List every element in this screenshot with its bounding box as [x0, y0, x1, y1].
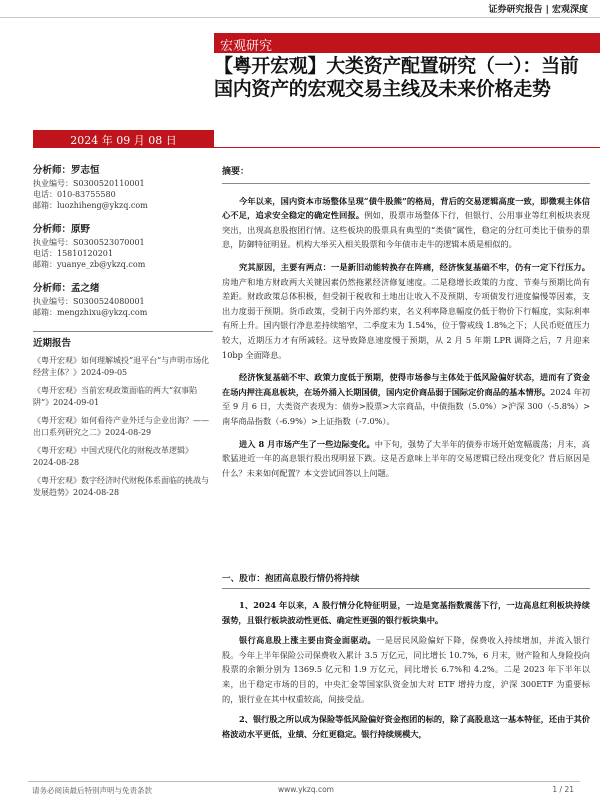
section-heading: 一、股市：抱团高息股行情仍将持续 — [222, 572, 590, 589]
date-divider — [214, 147, 600, 148]
section-body — [222, 598, 590, 747]
analyst-name: 分析师：孟之绪 — [33, 283, 100, 294]
analyst-id: 执业编号：S0300523070001 — [33, 238, 145, 247]
analyst-phone: 电话：010-83755580 — [33, 190, 116, 199]
analyst-card — [33, 283, 213, 318]
recent-report-item[interactable]: 《粤开宏观》如何看待产业外迁与企业出海？——出口系列研究之二》2024-08-29 — [33, 416, 209, 437]
analyst-email: 邮箱：mengzhixu@ykzq.com — [33, 308, 148, 317]
date-box — [33, 130, 214, 148]
analyst-email: 邮箱：yuanye_zb@ykzq.com — [33, 260, 146, 269]
category-label: 宏观研究 — [220, 39, 273, 54]
body-paragraph: 2、银行股之所以成为保险等低风险偏好资金抱团的标的，除了高股息这一基本特征，还由于其价格波动水平更低，业绩、分红更稳定。银行持续规模大， — [222, 714, 590, 739]
report-title: 【粤开宏观】大类资产配置研究（一）：当前国内资产的宏观交易主线及未来价格走势 — [214, 55, 579, 100]
recent-reports-title: 近期报告 — [33, 331, 213, 349]
page-header — [0, 0, 600, 18]
analyst-name: 分析师：罗志恒 — [33, 165, 100, 176]
abstract-paragraph: 究其原因，主要有两点：一是新旧动能转换存在阵痛，经济恢复基础不牢，仍有一定下行压力。房地产和地方财政两大关键因素仍然拖累经济修复速度。二是稳增长政策的力度、节奏与预期比尚有差距。财政政策总体积极，但受制于税收和土地出让收入不及预期、专项债发行进度偏慢等因素，支出力度弱于预期。货币政策，受制于内外部约束，名义利率降息幅度仍低于物价下行幅度，实际利率有所上升。国内银行净息差持续缩窄，二季度末为 1.54%，位于警戒线 1.8%之下；人民币贬值压力较大，近期压力才有所减轻。这导致降息速度慢于预期，从 2 月 5 年期 LPR 调降之后，7 月迎来 10bp 全面降息。 — [222, 261, 590, 360]
category-band — [214, 33, 600, 53]
recent-report-item[interactable]: 《粤开宏观》当前宏观政策面临的两大“叙事陷阱”》2024-09-01 — [33, 386, 198, 407]
website-link[interactable]: www.ykzq.com — [278, 785, 334, 794]
abstract-section — [222, 165, 590, 488]
recent-report-item[interactable]: 《粤开宏观》中国式现代化的财税改革逻辑》2024-08-28 — [33, 446, 193, 467]
recent-report-item[interactable]: 《粤开宏观》数字经济时代财税体系面临的挑战与发展趋势》2024-08-28 — [33, 476, 209, 497]
abstract-paragraph: 今年以来，国内资本市场整体呈现“债牛股熊”的格局，背后的交易逻辑高度一致，即微观主体信心不足，追求安全稳定的确定性回报。例如，股票市场整体下行，但银行、公用事业等红利板块表现突出，出现高息股抱团行情。这些板块的股票具有典型的“类债”属性，稳定的分红可类比于债券的票息，防御特征明显。机构大举买入相关股票和今年债市走牛的逻辑本质是相似的。 — [222, 195, 590, 250]
body-paragraph: 1、2024 年以来，A 股行情分化特征明显，一边是宽基指数震荡下行，一边高息红利板块持续强势，且银行板块波动性更低、确定性更强的银行板块集中。 — [222, 600, 590, 625]
analyst-card — [33, 165, 213, 211]
body-paragraph: 银行高息股上涨主要由资金面驱动。一是居民风险偏好下降，保费收入持续增加，并流入银行股。今年上半年保险公司保费收入累计 3.5 万亿元，同比增长 10.7%，6 月末，财产险和人身险投向股票的余额分别为 1369.5 亿元和 1.9 万亿元，同比增长 6.7%和 4.2%。二是 2023 年下半年以来，出于稳定市场的目的，中央汇金等国家队资金加大对 ETF 增持力度，沪深 300ETF 为重要标的，银行业在其中权重较高，间接受益。 — [222, 635, 590, 704]
analyst-id: 执业编号：S0300524080001 — [33, 297, 145, 306]
analyst-card — [33, 224, 213, 270]
abstract-paragraph: 经济恢复基础不牢、政策力度低于预期，使得市场参与主体处于低风险偏好状态，进而有了资金在场内押注高息板块，在场外涌入长期国债，国内定价商品弱于国际定价商品的基本情形。2024 年初至 9 月 6 日，大类资产表现为：债券>股票>大宗商品，中债指数（5.0%）>沪深 300（-5.8%）>南华商品指数（-6.9%）>上证指数（-7.0%）。 — [222, 372, 590, 426]
header-text: 证券研究报告 | 宏观深度 — [488, 5, 588, 15]
analyst-phone: 电话：15810120201 — [33, 249, 113, 258]
abstract-paragraph: 进入 8 月市场产生了一些边际变化。中下旬，强势了大半年的债券市场开始宽幅震荡；月末，高歌猛进近一年的高息银行股出现明显下跌。这是否意味上半年的交易逻辑已经出现变化？背后原因是什么？未来如何配置？本文尝试回答以上问题。 — [222, 438, 590, 478]
abstract-title: 摘要： — [222, 165, 590, 184]
analyst-id: 执业编号：S0300520110001 — [33, 179, 145, 188]
page-footer — [28, 781, 580, 795]
analyst-email: 邮箱：luozhiheng@ykzq.com — [33, 201, 148, 210]
disclaimer-note: 请务必阅读最后特别声明与免责条款 — [32, 786, 152, 795]
sidebar — [33, 165, 213, 505]
report-date: 2024 年 09 月 08 日 — [70, 134, 177, 147]
analyst-name: 分析师：原野 — [33, 224, 91, 235]
date-band — [33, 130, 600, 148]
recent-report-item[interactable]: 《粤开宏观》如何理解城投“退平台”与声明市场化经营主体？》2024-09-05 — [33, 356, 210, 377]
page-number: 1 / 21 — [552, 785, 574, 794]
